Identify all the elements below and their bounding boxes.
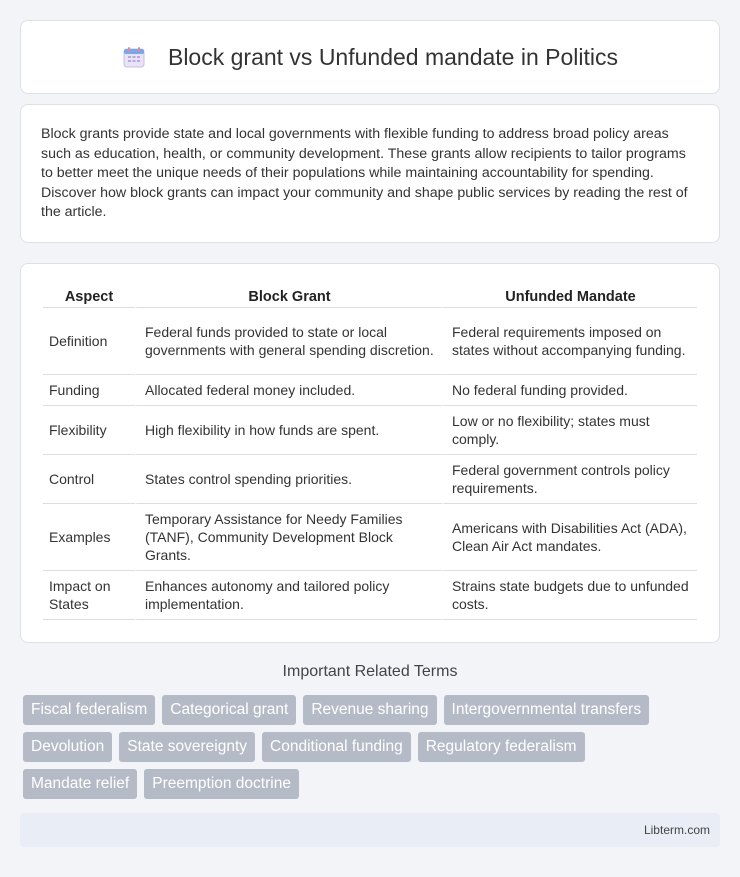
row-aspect: Funding [43, 375, 135, 406]
tag-row [23, 732, 723, 762]
comparison-table-card [20, 263, 720, 643]
related-term-tag[interactable]: Conditional funding [262, 732, 411, 762]
related-term-tag[interactable]: Devolution [23, 732, 112, 762]
related-term-tag[interactable]: Categorical grant [162, 695, 296, 725]
row-aspect: Examples [43, 504, 135, 571]
header-card [20, 20, 720, 94]
footer [20, 813, 720, 847]
row-unfunded-mandate: Americans with Disabilities Act (ADA), Clean Air Act mandates. [442, 504, 697, 571]
tag-row [23, 695, 723, 725]
related-term-tag[interactable]: Revenue sharing [303, 695, 436, 725]
header-unfunded-mandate: Unfunded Mandate [442, 284, 697, 308]
table-row [43, 571, 697, 620]
related-terms-title: Important Related Terms [282, 663, 458, 680]
table-row [43, 406, 697, 455]
table-row [43, 308, 697, 375]
related-term-tag[interactable]: Intergovernmental transfers [444, 695, 650, 725]
page-title: Block grant vs Unfunded mandate in Politics [167, 43, 619, 70]
row-unfunded-mandate: Strains state budgets due to unfunded costs. [442, 571, 697, 620]
table-header-row [43, 284, 697, 308]
row-unfunded-mandate: Federal requirements imposed on states without accompanying funding. [442, 308, 697, 375]
row-block-grant: Federal funds provided to state or local governments with general spending discretion. [135, 308, 442, 375]
row-unfunded-mandate: No federal funding provided. [442, 375, 697, 406]
related-term-tag[interactable]: Fiscal federalism [23, 695, 155, 725]
table-row [43, 375, 697, 406]
tag-row [23, 769, 723, 799]
comparison-table [43, 284, 697, 620]
related-term-tag[interactable]: Regulatory federalism [418, 732, 585, 762]
header-block-grant: Block Grant [135, 284, 442, 308]
row-unfunded-mandate: Low or no flexibility; states must comply. [442, 406, 697, 455]
row-aspect: Definition [43, 308, 135, 375]
row-block-grant: Temporary Assistance for Needy Families (TANF), Community Development Block Grants. [135, 504, 442, 571]
intro-text: Block grants provide state and local governments with flexible funding to address broad policy areas such as education, health, or community development. These grants allow recipients to tailor programs to better meet the unique needs of their populations while maintaining accountability for spending. Discover how block grants can impact your community and shape public services by reading the rest of the article. [41, 126, 688, 221]
row-block-grant: States control spending priorities. [135, 455, 442, 504]
row-aspect: Flexibility [43, 406, 135, 455]
intro-card [20, 104, 720, 243]
table-row [43, 455, 697, 504]
related-term-tag[interactable]: Preemption doctrine [144, 769, 299, 799]
table-row [43, 504, 697, 571]
calendar-icon [122, 45, 146, 69]
related-term-tag[interactable]: State sovereignty [119, 732, 255, 762]
row-unfunded-mandate: Federal government controls policy requirements. [442, 455, 697, 504]
row-block-grant: Enhances autonomy and tailored policy implementation. [135, 571, 442, 620]
row-aspect: Impact on States [43, 571, 135, 620]
row-aspect: Control [43, 455, 135, 504]
related-term-tag[interactable]: Mandate relief [23, 769, 137, 799]
footer-site-link[interactable]: Libterm.com [643, 823, 710, 837]
header-aspect: Aspect [43, 284, 135, 308]
row-block-grant: Allocated federal money included. [135, 375, 442, 406]
row-block-grant: High flexibility in how funds are spent. [135, 406, 442, 455]
related-terms-list [23, 695, 723, 806]
